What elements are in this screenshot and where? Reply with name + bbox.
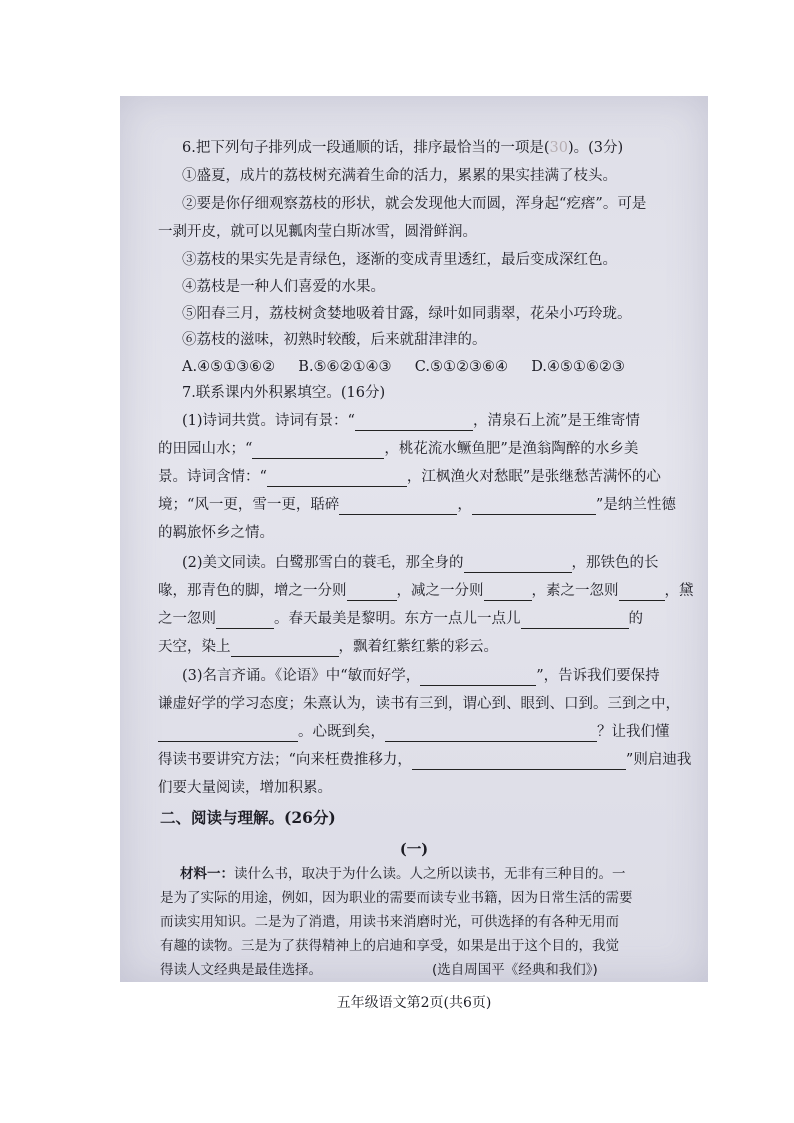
- fill-blank[interactable]: [355, 414, 473, 431]
- material-1-line2: 是为了实际的用途，例如，因为职业的需要而读专业书籍，因为日常生活的需要: [160, 890, 633, 906]
- material-1-line1: 材料一：读什么书，取决于为什么读。人之所以读书，无非有三种目的。一: [180, 866, 626, 882]
- fill-blank[interactable]: [216, 612, 274, 629]
- q6-sentence-2a: ②要是你仔细观察荔枝的形状，就会发现他大而圆，浑身起“疙瘩”。可是: [182, 196, 647, 212]
- fill-blank[interactable]: [472, 498, 596, 515]
- fill-blank[interactable]: [347, 584, 397, 601]
- q7-p3-line1: (3)名言齐诵。《论语》中“敏而好学， ”，告诉我们要保持: [182, 668, 660, 684]
- handwritten-answer: 30: [549, 140, 568, 156]
- fill-blank[interactable]: [420, 669, 536, 686]
- q7-stem: 7.联系课内外积累填空。(16分): [182, 385, 386, 401]
- q7-p2-line1: (2)美文同读。白鹭那雪白的蓑毛，那全身的 ，那铁色的长: [182, 555, 659, 571]
- q6-sentence-4: ④荔枝是一种人们喜爱的水果。: [182, 279, 385, 295]
- q7-p1-line2: 的田园山水；“ ，桃花流水鳜鱼肥”是渔翁陶醉的水乡美: [158, 441, 639, 457]
- q6-options: [182, 357, 625, 377]
- fill-blank[interactable]: [464, 556, 572, 573]
- q6-option-b: B.⑤⑥②①④③: [298, 359, 392, 375]
- q7-p2-line2: 喙，那青色的脚，增之一分则 ，减之一分则 ，素之一忽则 ，黛: [158, 583, 694, 599]
- q6-sentence-2b: 一剥开皮，就可以见瓤肉莹白斯冰雪，圆滑鲜润。: [158, 224, 477, 240]
- fill-blank[interactable]: [412, 753, 626, 770]
- q6-option-d: D.④⑤①⑥②③: [531, 359, 625, 375]
- q6-sentence-1: ①盛夏，成片的荔枝树充满着生命的活力，累累的果实挂满了枝头。: [182, 168, 617, 184]
- q7-p3-line4: 得读书要讲究方法；“向来枉费推移力， ”则启迪我: [158, 752, 692, 768]
- exam-page-photo: [120, 96, 708, 1011]
- material-1-source: (选自周国平《经典和我们》): [432, 962, 598, 978]
- fill-blank[interactable]: [385, 725, 597, 742]
- material-1-line5: 得读人文经典是最佳选择。 (选自周国平《经典和我们》): [160, 962, 598, 978]
- material-1-line3: 而读实用知识。二是为了消遣，用读书来消磨时光，可供选择的有各种无用而: [160, 914, 619, 930]
- q7-p2-line4: 天空，染上 ，飘着红紫红紫的彩云。: [158, 639, 498, 655]
- q7-p3-line2: 谦虚好学的学习态度；朱熹认为，读书有三到，谓心到、眼到、口到。三到之中，: [158, 696, 680, 712]
- q7-p1-line5: 的羁旅怀乡之情。: [158, 525, 274, 541]
- q6-option-a: A.④⑤①③⑥②: [182, 359, 276, 375]
- q7-p1-line1: (1)诗词共赏。诗词有景：“ ，清泉石上流”是王维寄情: [182, 413, 640, 429]
- q6-sentence-6: ⑥荔枝的滋味，初熟时较酸，后来就甜津津的。: [182, 332, 487, 348]
- q6-stem: 6.把下列句子排列成一段通顺的话，排序最恰当的一项是(30)。(3分): [182, 140, 624, 156]
- q6-option-c: C.⑤①②③⑥④: [414, 359, 508, 375]
- fill-blank[interactable]: [484, 584, 532, 601]
- fill-blank[interactable]: [252, 442, 384, 459]
- fill-blank[interactable]: [231, 640, 339, 657]
- fill-blank[interactable]: [521, 612, 629, 629]
- q6-sentence-5: ⑤阳春三月，荔枝树贪婪地吸着甘露，绿叶如同翡翠，花朵小巧玲珑。: [182, 306, 632, 322]
- fill-blank[interactable]: [267, 470, 407, 487]
- fill-blank[interactable]: [158, 725, 298, 742]
- q7-p1-line4: 境；“风一更，雪一更，聒碎 ， ”是纳兰性德: [158, 497, 676, 513]
- q7-p1-line3: 景。诗词含情：“ ，江枫渔火对愁眠”是张继愁苦满怀的心: [158, 469, 661, 485]
- q7-p3-line5: 们要大量阅读，增加积累。: [158, 780, 332, 796]
- q7-p3-line3: 。心既到矣， ？让我们懂: [158, 722, 670, 742]
- fill-blank[interactable]: [619, 584, 665, 601]
- section-2-part-label: (一): [399, 841, 429, 858]
- material-1-line4: 有趣的读物。三是为了获得精神上的启迪和享受，如果是出于这个目的，我觉: [160, 938, 619, 954]
- q6-sentence-3: ③荔枝的果实先是青绿色，逐渐的变成青里透红，最后变成深红色。: [182, 252, 617, 268]
- page-footer: 五年级语文第2页(共6页): [336, 995, 492, 1011]
- fill-blank[interactable]: [339, 498, 457, 515]
- section-2-title: 二、阅读与理解。(26分): [160, 808, 336, 827]
- q7-p2-line3: 之一忽则 。春天最美是黎明。东方一点儿一点儿 的: [158, 611, 643, 627]
